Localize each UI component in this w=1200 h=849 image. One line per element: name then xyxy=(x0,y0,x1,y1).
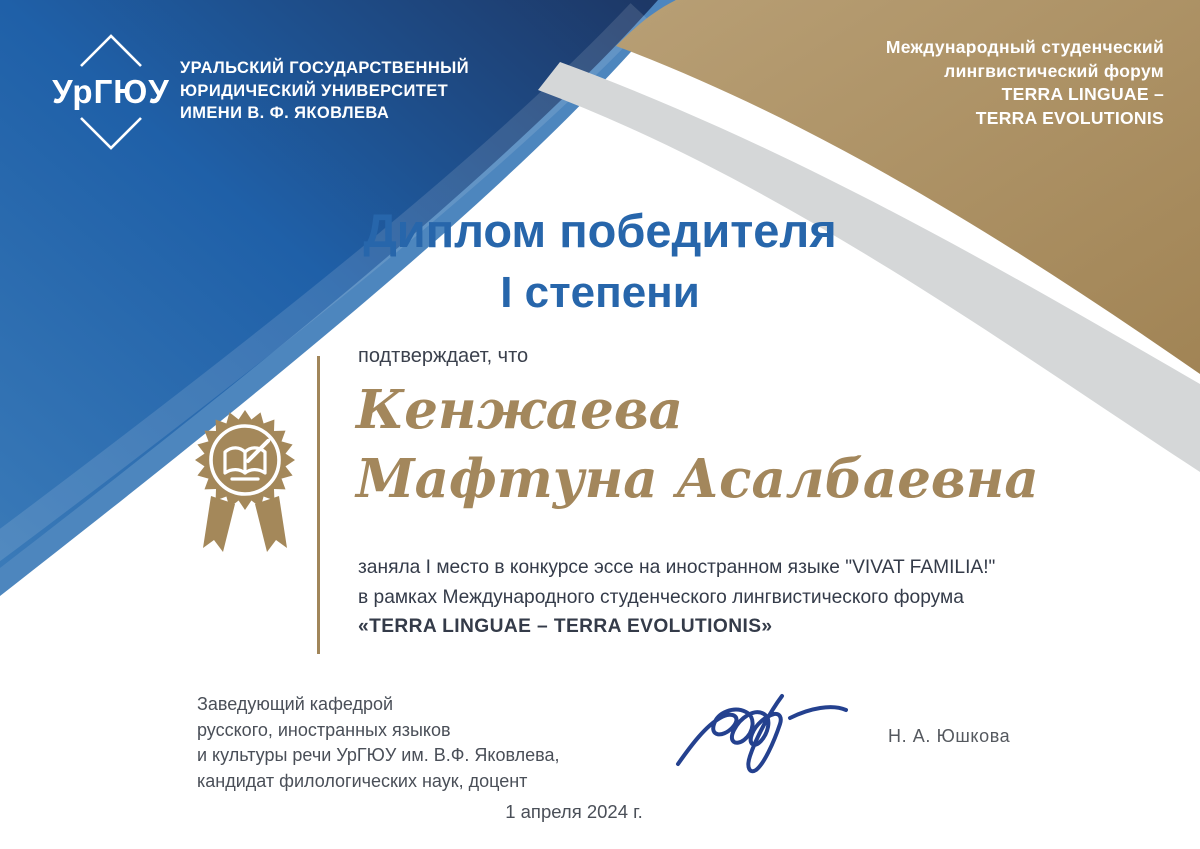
forum-title xyxy=(886,36,1164,130)
university-name-line: ИМЕНИ В. Ф. ЯКОВЛЕВА xyxy=(180,104,390,122)
recipient-name-line2: Мафтуна Асалбаевна xyxy=(356,448,1039,510)
issue-date: 1 апреля 2024 г. xyxy=(505,801,643,822)
signatory-position-line: и культуры речи УрГЮУ им. В.Ф. Яковлева, xyxy=(197,745,560,766)
forum-title-line: TERRA EVOLUTIONIS xyxy=(975,107,1164,128)
handwritten-signature xyxy=(668,678,848,778)
signatory-position-line: Заведующий кафедрой xyxy=(197,694,394,714)
signatory-position-line: кандидат филологических наук, доцент xyxy=(197,770,528,791)
achievement-line1: заняла I место в конкурсе эссе на иностранном языке "VIVAT FAMILIA!" xyxy=(358,557,996,578)
university-logo xyxy=(46,26,176,158)
certificate-title-line2: I степени xyxy=(500,268,700,317)
signatory-position xyxy=(197,692,560,794)
university-name-line: ЮРИДИЧЕСКИЙ УНИВЕРСИТЕТ xyxy=(180,81,449,100)
signatory-name: Н. А. Юшкова xyxy=(888,726,1011,746)
recipient-name-line1: Кенжаева xyxy=(356,379,683,441)
university-name xyxy=(180,57,469,125)
vertical-divider xyxy=(317,356,320,654)
signatory-position-line: русского, иностранных языков xyxy=(197,719,451,740)
certificate-title xyxy=(0,203,1200,319)
certificate-title-line1: Диплом победителя xyxy=(363,204,837,257)
forum-title-line: лингвистический форум xyxy=(944,60,1164,81)
achievement-line2: в рамках Международного студенческого лингвистического форума xyxy=(358,586,964,608)
forum-title-line: TERRA LINGUAE – xyxy=(1001,84,1164,104)
achievement-line3: «TERRA LINGUAE – TERRA EVOLUTIONIS» xyxy=(358,616,773,638)
confirm-text: подтверждает, что xyxy=(358,345,529,367)
achievement-text xyxy=(358,553,995,642)
logo-acronym: УрГЮУ xyxy=(52,73,170,110)
book-and-pen-rosette-icon xyxy=(180,395,310,575)
forum-title-line: Международный студенческий xyxy=(885,37,1164,57)
recipient-name xyxy=(356,376,1039,514)
university-name-line: УРАЛЬСКИЙ ГОСУДАРСТВЕННЫЙ xyxy=(180,59,469,77)
